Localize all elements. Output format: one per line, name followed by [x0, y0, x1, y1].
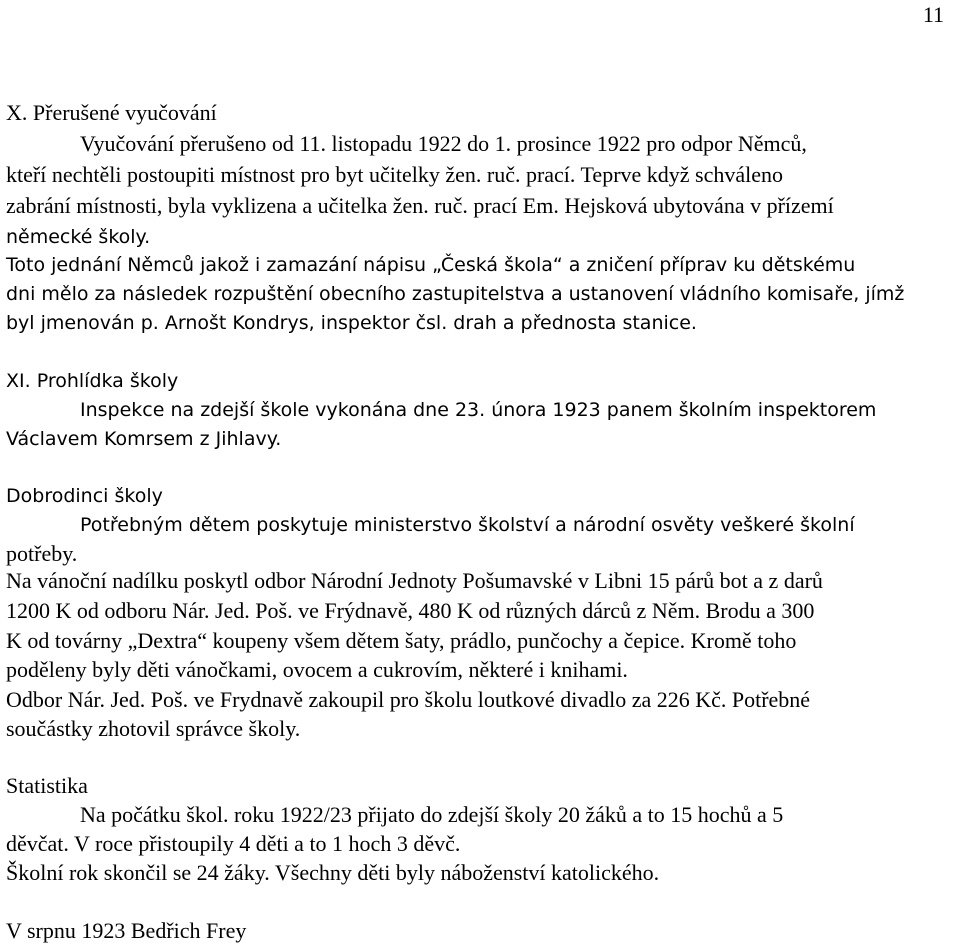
paragraph-line: Školní rok skončil se 24 žáky. Všechny děti byly náboženství katolického.: [6, 860, 660, 885]
paragraph-line: Na vánoční nadílku poskytl odbor Národní Jednoty Pošumavské v Libni 15 párů bot a z darů: [6, 568, 823, 593]
paragraph-line: poděleny byly děti vánočkami, ovocem a cukrovím, některé i knihami.: [6, 657, 628, 682]
paragraph-line: součástky zhotovil správce školy.: [6, 716, 301, 741]
section-title-statistics: Statistika: [6, 773, 88, 798]
paragraph-line: K od továrny „Dextra“ koupeny všem dětem šaty, prádlo, punčochy a čepice. Kromě toho: [6, 628, 797, 653]
paragraph-line: Toto jednání Němců jakož i zamazání nápisu „Česká škola“ a zničení příprav ku dětskému: [6, 254, 856, 276]
section-title-x: X. Přerušené vyučování: [6, 100, 217, 125]
page-number: 11: [922, 2, 944, 27]
paragraph-line: Václavem Komrsem z Jihlavy.: [6, 428, 282, 450]
paragraph-line: Inspekce na zdejší škole vykonána dne 23. února 1923 panem školním inspektorem: [80, 399, 877, 421]
paragraph-line: kteří nechtěli postoupiti místnost pro byt učitelky žen. ruč. prací. Teprve když schváleno: [6, 162, 784, 187]
paragraph-line: děvčat. V roce přistoupily 4 děti a to 1 hoch 3 děvč.: [6, 831, 461, 856]
section-title-xi: XI. Prohlídka školy: [6, 370, 179, 392]
paragraph-line: Potřebným dětem poskytuje ministerstvo školství a národní osvěty veškeré školní: [80, 514, 855, 536]
section-title-donors: Dobrodinci školy: [6, 485, 163, 507]
paragraph-line: 1200 K od odboru Nár. Jed. Poš. ve Frýdnavě, 480 K od různých dárců z Něm. Brodu a 300: [6, 598, 815, 623]
paragraph-line: německé školy.: [6, 226, 151, 248]
date-signature-line: V srpnu 1923 Bedřich Frey: [6, 918, 247, 943]
paragraph-line: Na počátku škol. roku 1922/23 přijato do zdejší školy 20 žáků a to 15 hochů a 5: [80, 802, 784, 827]
paragraph-line: Odbor Nár. Jed. Poš. ve Frydnavě zakoupil pro školu loutkové divadlo za 226 Kč. Potřebné: [6, 687, 811, 712]
paragraph-line: byl jmenován p. Arnošt Kondrys, inspektor čsl. drah a přednosta stanice.: [6, 312, 697, 334]
paragraph-line: Vyučování přerušeno od 11. listopadu 1922 do 1. prosince 1922 pro odpor Němců,: [80, 131, 807, 156]
paragraph-line: zabrání místnosti, byla vyklizena a učitelka žen. ruč. prací Em. Hejsková ubytována v přízemí: [6, 193, 834, 218]
paragraph-line: dni mělo za následek rozpuštění obecního zastupitelstva a ustanovení vládního komisaře, jímž: [6, 283, 905, 305]
paragraph-line: potřeby.: [6, 541, 78, 566]
